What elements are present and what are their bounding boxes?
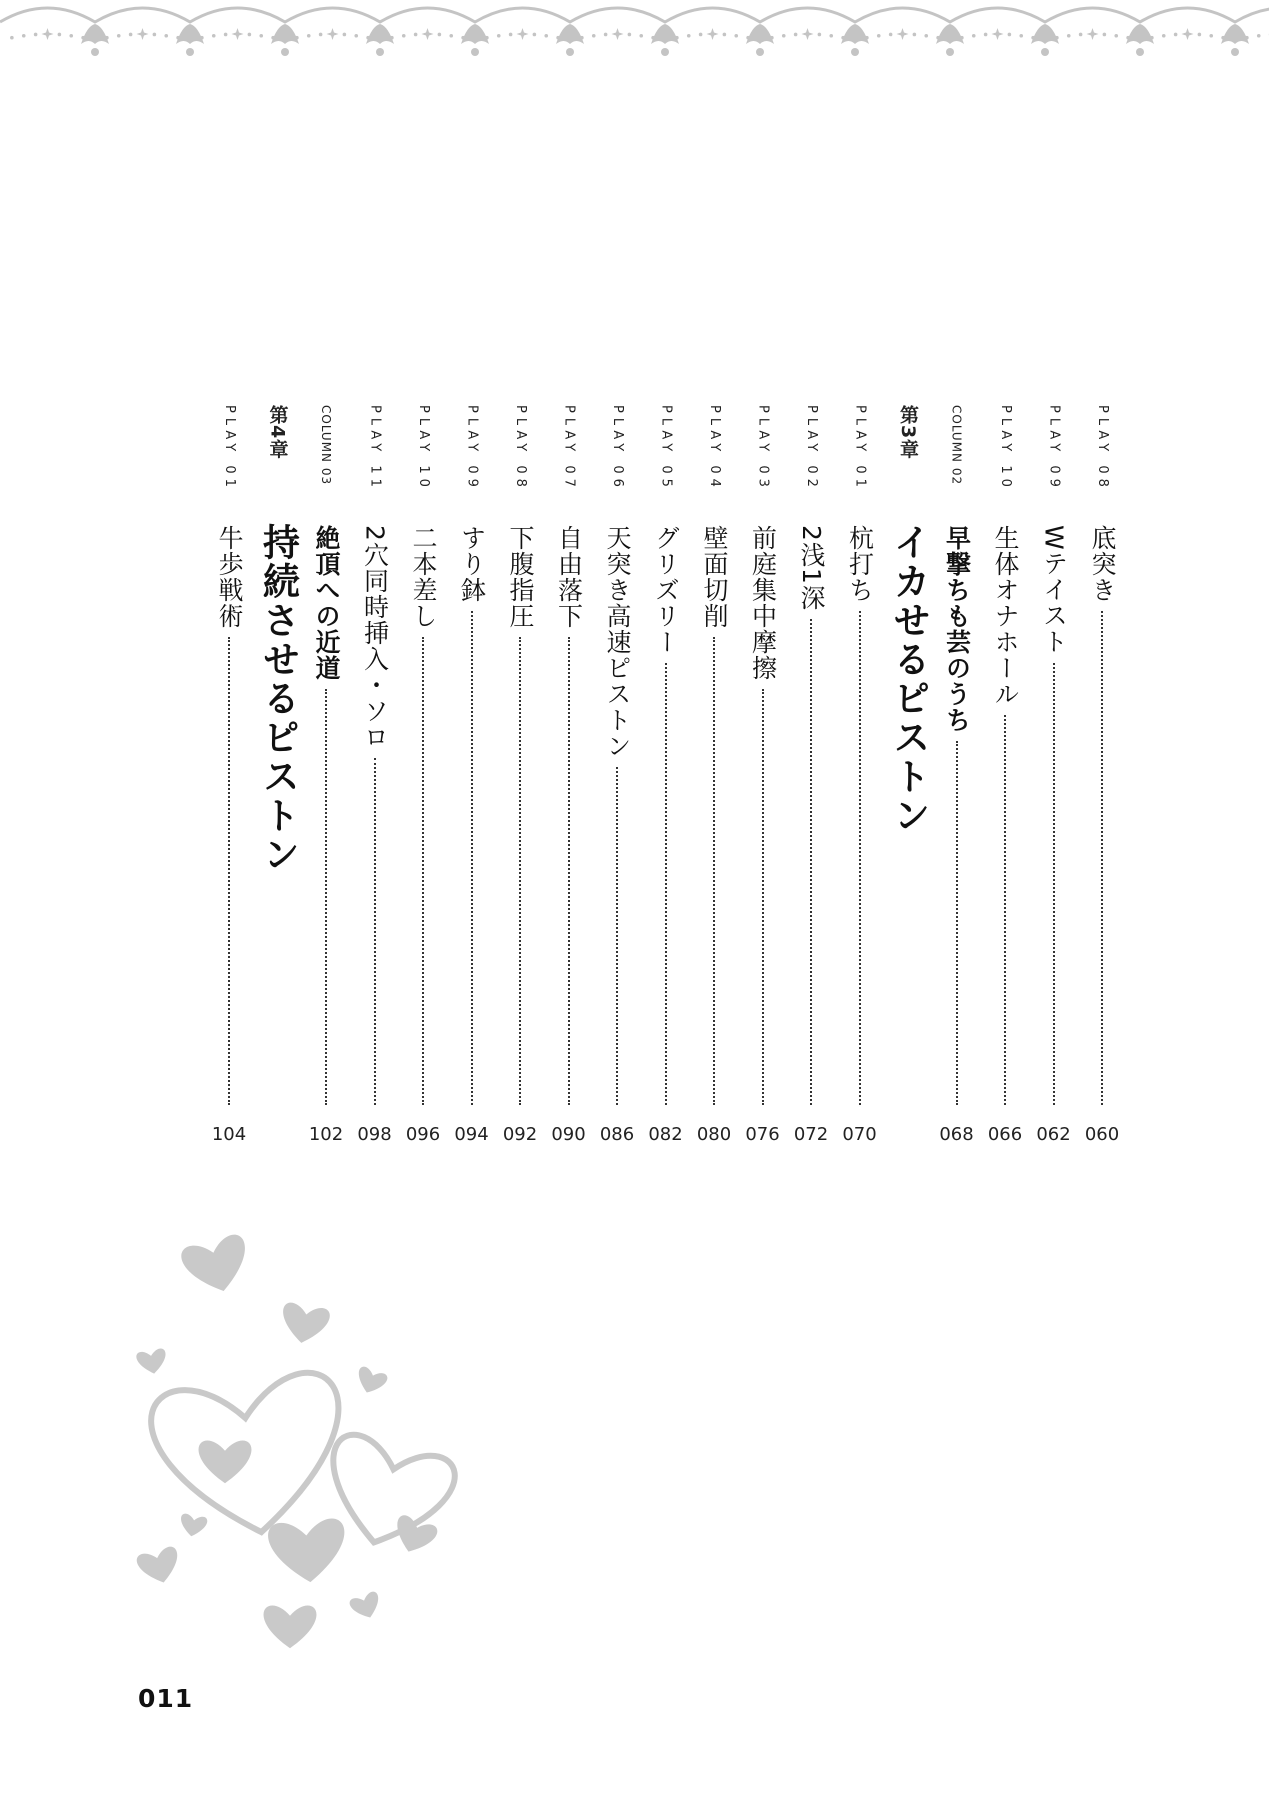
dot-leader xyxy=(471,611,473,1105)
toc-entry xyxy=(694,405,734,1145)
entry-title: 底突き xyxy=(1088,525,1117,603)
chapter-label: 第4章 xyxy=(266,405,289,460)
page-ref: 062 xyxy=(1036,1124,1071,1145)
entry-label: PLAY 05 xyxy=(658,405,674,492)
dot-leader xyxy=(956,741,958,1105)
entry-label: PLAY 09 xyxy=(464,405,480,492)
entry-title: 2穴同時挿入・ソロ xyxy=(360,525,390,750)
dot-leader xyxy=(325,689,327,1105)
entry-title: 二本差し xyxy=(409,525,438,629)
dot-leader xyxy=(1053,663,1055,1105)
page-ref: 102 xyxy=(308,1124,344,1145)
dot-leader xyxy=(713,637,715,1105)
dot-leader xyxy=(519,637,521,1105)
toc-entry xyxy=(840,405,880,1145)
entry-label: PLAY 08 xyxy=(513,405,528,492)
entry-title: 前庭集中摩擦 xyxy=(748,525,778,681)
entry-title: 早撃ちも芸のうち xyxy=(942,525,972,733)
dot-leader xyxy=(1101,611,1103,1105)
entry-title: Wテイスト xyxy=(1039,525,1069,655)
page-ref: 092 xyxy=(502,1124,538,1145)
page-number: 011 xyxy=(138,1684,194,1713)
toc-entry xyxy=(306,405,346,1145)
dot-leader xyxy=(762,689,764,1105)
ornamental-border xyxy=(0,0,1269,80)
chapter-title: イカせるピストン xyxy=(887,523,930,835)
toc-entry xyxy=(549,405,589,1145)
toc-entry xyxy=(888,405,928,1145)
entry-title: すり鉢 xyxy=(457,525,487,603)
heart-icon xyxy=(278,1301,331,1347)
chapter-title: 持続させるピストン xyxy=(256,523,300,874)
entry-title: 壁面切削 xyxy=(700,525,729,629)
entry-title: 2浅1深 xyxy=(797,525,826,611)
entry-label: PLAY 03 xyxy=(755,405,771,492)
entry-label: COLUMN 02 xyxy=(949,405,964,486)
entry-label: COLUMN 03 xyxy=(319,405,333,486)
toc-entry xyxy=(403,405,443,1145)
dot-leader xyxy=(568,637,570,1105)
page-ref: 090 xyxy=(551,1124,586,1145)
entry-label: PLAY 10 xyxy=(416,405,431,492)
toc-entry xyxy=(646,405,686,1145)
page-ref: 060 xyxy=(1084,1124,1120,1145)
dot-leader xyxy=(810,619,812,1105)
heart-icon xyxy=(348,1590,384,1622)
page-ref: 094 xyxy=(454,1124,489,1145)
page-ref: 066 xyxy=(987,1124,1023,1145)
entry-title: 牛歩戦術 xyxy=(215,525,244,629)
page-ref: 080 xyxy=(696,1124,732,1145)
entry-title: 杭打ち xyxy=(845,525,875,603)
chapter-label: 第3章 xyxy=(897,405,919,460)
entry-label: PLAY 08 xyxy=(1095,405,1110,492)
toc-entry xyxy=(937,405,977,1145)
entry-label: PLAY 04 xyxy=(707,405,722,492)
toc-entry xyxy=(743,405,783,1145)
toc-entry xyxy=(985,405,1025,1145)
heart-icon xyxy=(264,1606,317,1649)
heart-icon xyxy=(136,1348,169,1376)
toc-entry xyxy=(597,405,637,1145)
page-ref: 096 xyxy=(405,1124,441,1145)
entry-title: 絶頂への近道 xyxy=(312,525,341,681)
entry-label: PLAY 10 xyxy=(998,405,1013,492)
page-ref: 086 xyxy=(599,1124,635,1145)
dot-leader xyxy=(374,758,376,1105)
dot-leader xyxy=(616,767,618,1105)
heart-icon xyxy=(199,1441,252,1484)
page-ref: 076 xyxy=(745,1124,780,1145)
page-ref: 072 xyxy=(793,1124,829,1145)
toc-entry xyxy=(209,405,249,1145)
toc-entry xyxy=(355,405,395,1145)
dot-leader xyxy=(422,637,424,1105)
heart-icon xyxy=(178,1513,208,1539)
entry-label: PLAY 09 xyxy=(1046,405,1062,492)
entry-label: PLAY 06 xyxy=(610,405,625,492)
toc-entry xyxy=(500,405,540,1145)
page-ref: 098 xyxy=(357,1124,392,1145)
entry-label: PLAY 01 xyxy=(852,405,868,492)
dot-leader xyxy=(859,611,861,1105)
entry-title: グリズリー xyxy=(651,525,681,655)
entry-label: PLAY 01 xyxy=(222,405,237,492)
hearts-decoration xyxy=(130,1230,510,1650)
entry-label: PLAY 11 xyxy=(367,405,383,492)
dot-leader xyxy=(1004,715,1006,1105)
dot-leader xyxy=(228,637,230,1105)
entry-label: PLAY 02 xyxy=(804,405,819,492)
heart-icon xyxy=(135,1545,183,1588)
heart-icon xyxy=(267,1517,349,1585)
entry-title: 下腹指圧 xyxy=(506,525,535,629)
page-ref: 082 xyxy=(648,1124,683,1145)
dot-leader xyxy=(665,663,667,1105)
toc-entry xyxy=(258,405,298,1145)
heart-icon xyxy=(179,1232,255,1299)
entry-title: 生体オナホール xyxy=(991,525,1020,707)
entry-label: PLAY 07 xyxy=(561,405,577,492)
entry-title: 自由落下 xyxy=(554,525,584,629)
page-ref: 068 xyxy=(939,1124,974,1145)
toc-entry xyxy=(1034,405,1074,1145)
entry-title: 天突き高速ピストン xyxy=(603,525,632,759)
toc-entry xyxy=(452,405,492,1145)
toc-entry xyxy=(1082,405,1122,1145)
toc-entry xyxy=(791,405,831,1145)
page-ref: 104 xyxy=(211,1124,247,1145)
heart-icon xyxy=(147,1369,355,1545)
page-ref: 070 xyxy=(842,1124,877,1145)
heart-icon xyxy=(353,1365,389,1397)
